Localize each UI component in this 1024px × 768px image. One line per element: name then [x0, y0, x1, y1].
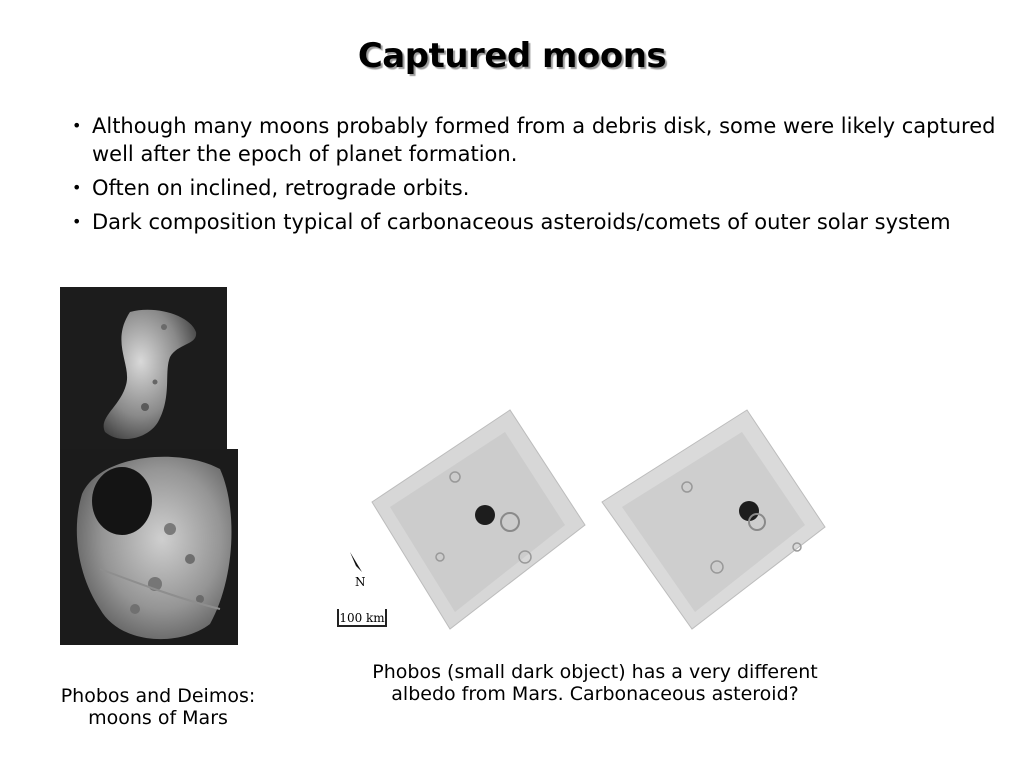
bullet-list — [70, 112, 1005, 242]
bullet-dot: • — [72, 212, 82, 231]
left-caption-line1: Phobos and Deimos: — [60, 685, 256, 707]
bullet-dot: • — [72, 116, 82, 135]
north-label: N — [355, 575, 366, 589]
slide-title: Captured moons — [357, 36, 667, 76]
mars-surface-image-right — [597, 407, 832, 632]
bullet-text: Dark composition typical of carbonaceous asteroids/comets of outer solar system — [92, 210, 951, 234]
bullet-item — [70, 174, 1005, 202]
bullet-dot: • — [72, 178, 82, 197]
right-caption-line1: Phobos (small dark object) has a very different — [372, 661, 818, 683]
mars-surface-image-left — [360, 407, 595, 632]
bullet-text: Although many moons probably formed from a debris disk, some were likely captured well after the epoch of planet formation. — [92, 114, 996, 166]
phobos-image — [60, 449, 238, 645]
left-caption — [38, 685, 278, 729]
bullet-item — [70, 208, 1005, 236]
scale-bar-label: 100 km — [337, 609, 387, 627]
left-caption-line2: moons of Mars — [88, 707, 228, 729]
right-caption-line2: albedo from Mars. Carbonaceous asteroid? — [391, 683, 799, 705]
north-arrow-icon — [348, 552, 366, 576]
deimos-image — [60, 287, 227, 449]
bullet-item — [70, 112, 1005, 168]
right-caption — [360, 661, 830, 705]
bullet-text: Often on inclined, retrograde orbits. — [92, 176, 470, 200]
